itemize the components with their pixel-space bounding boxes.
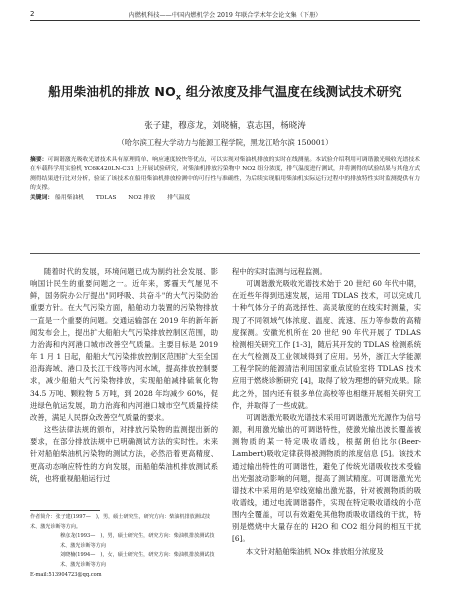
footnote-email: E-mail:513904723@qq.com: [30, 571, 102, 578]
footnote-line: 作者简介：张子建(1997— )，男，硕士研究生，研究方向：柴油机排放测试技术、激光诊断等方向。: [30, 514, 210, 530]
author-footnote: [30, 510, 218, 580]
abstract-text: 可调谐激光吸收光谱技术具有原理简单、响应速度较快等优点，可以实现对柴油机排放的实时在线测量。本试验介绍利用可调谐激光吸收光谱技术在车载科学用实验机 YC6K420LN-C31 上开展试验研究，对柴油机排放污染物中 NO2 组分浓度，排气温度进行测试，并将测得的试验结果与其他方式测得结果进行比对分析，验证了该技术在船用柴油机排放检测中的可行性与准确性，为后续实现船用柴油机实际运行过程中的排放特性实时监测提供有力的支撑。: [30, 157, 420, 191]
paragraph: 这些法律法规的颁布，对排放污染物的监测提出新的要求，在部分排放法规中已明确测试方法的实时性。未来针对船舶柴油机污染物的测试方法，必然沿着更高精度、更高动态响应特性的方向发展，而船舶柴油机排放测试系统，也将重视船舶运行过: [30, 425, 218, 483]
abstract-rule: [30, 253, 420, 254]
journal-title: 内燃机科技——中国内燃机学会 2019 年联合学术年会论文集（下册）: [128, 12, 322, 19]
abstract: [30, 156, 420, 193]
affiliation: （哈尔滨工程大学动力与能源工程学院，黑龙江哈尔滨 150001）: [117, 138, 333, 147]
keyword: NO2 排放: [128, 195, 156, 202]
header-rule: [30, 20, 420, 21]
keyword: 排气温度: [167, 195, 191, 202]
title-subscript: x: [175, 92, 182, 102]
authors: 张子建，穆彦龙，刘晓楠，袁志国，杨晓涛: [144, 121, 306, 131]
footnote-line: 刘晓楠(1994— )，女，硕士研究生，研究方向：柴油机排放测试技术、激光诊断等方向: [60, 552, 215, 568]
left-column: [30, 266, 218, 485]
paragraph: 本文针对船舶柴油机 NOx 排放组分浓度及: [245, 546, 384, 556]
keyword: TDLAS: [95, 195, 117, 202]
title-suffix: 组分浓度及排气温度在线测试技术研究: [181, 84, 402, 99]
abstract-label: 摘要：: [30, 157, 48, 163]
title-prefix: 船用柴油机的排放 NO: [48, 84, 176, 99]
paper-title: [0, 82, 450, 102]
footnote-line: 穆彦龙(1993— )，男，硕士研究生，研究方向：柴油机排放测试技术、激光诊断等方向: [60, 533, 215, 549]
right-column: [232, 266, 421, 558]
page-number: 2: [30, 10, 35, 18]
footnote-rule: [30, 510, 100, 511]
paragraph: 随着时代的发展，环境问题已成为制约社会发展、影响国计民生的重要问题之一。近年来，雾霾天气屡见不鲜，国务院办公厅提出"同呼吸、共奋斗"的大气污染防治重要方针。在大气污染方面，船舶动力装置的污染物排放一直是一个重要的问题。交通运输部在 2019 年的新年新闻发布会上，提出扩大船舶大气污染排放控制区范围，助力治海和内河港口城市改善空气质量。主要目标是 2019 年 1 月 1 日起，船舶大气污染排放控制区范围扩大至全国沿海海域、港口及长江干线等内河水域，提高排放控制要求，减少船舶大气污染物排放，实现船舶减排硫氧化物 34.5 万吨、颗粒物 5 万吨，到 2028 年均减少 60%，促进绿色航运发展，助力治海和内河港口城市空气质量持续改善，满足人民群众改善空气质量的要求。: [30, 267, 218, 422]
paragraph: 程中的实时监测与远程监测。: [232, 267, 327, 276]
paragraph: 可调谐激光吸收光谱技术采用可调谐激光光源作为信号源，利用激光输出的可调谐特性，使激光输出波长覆盖被测物质的某一特定吸收谱线，根据朗伯比尔(Beer-Lambert)吸收定律获得被测物质的浓度信息 [5]。该技术通过输出特性的可调谐性，避免了传统光谱吸收技术受输出光强波动影响的问题，提高了测试精度。可调谐激光光谱技术中采用的是窄线宽输出激光器，针对被测物质的吸收谱线，通过电流调谐器件，实现在特定吸收谱线的小范围内全覆盖，可以有效避免其他物质吸收谱线的干扰，特别是燃烧中大量存在的 H2O 和 CO2 组分间的相互干扰 [6]。: [232, 412, 421, 544]
keywords: [30, 194, 420, 203]
keyword: 船用柴油机: [55, 195, 85, 202]
paragraph: 可调谐激光吸收光谱技术始于 20 世纪 60 年代中期，在近些年得到迅速发展，运用 TDLAS 技术，可以完成几十种气体分子的高选择性、高灵敏度的在线实时测量，实现了不同领域气体浓度、温度、流速、压力等参数的高精度探测。安徽光机所在 20 世纪 90 年代开展了 TDLAS 检测相关研究工作 [1-3]，随后其开发的 TDLAS 检测系统在大气检测及工业领域得到了应用。另外，浙江大学能源工程学院的能源清洁利用国家重点试验室将 TDLAS 技术应用于燃烧诊断研究 [4]，取得了较为理想的研究成果。除此之外，国内还有很多单位高校等也相继开展相关研究工作，并取得了一些成就。: [232, 279, 421, 410]
running-header: [30, 7, 420, 21]
abstract-block: [30, 156, 420, 203]
keywords-label: 关键词：: [30, 195, 54, 202]
